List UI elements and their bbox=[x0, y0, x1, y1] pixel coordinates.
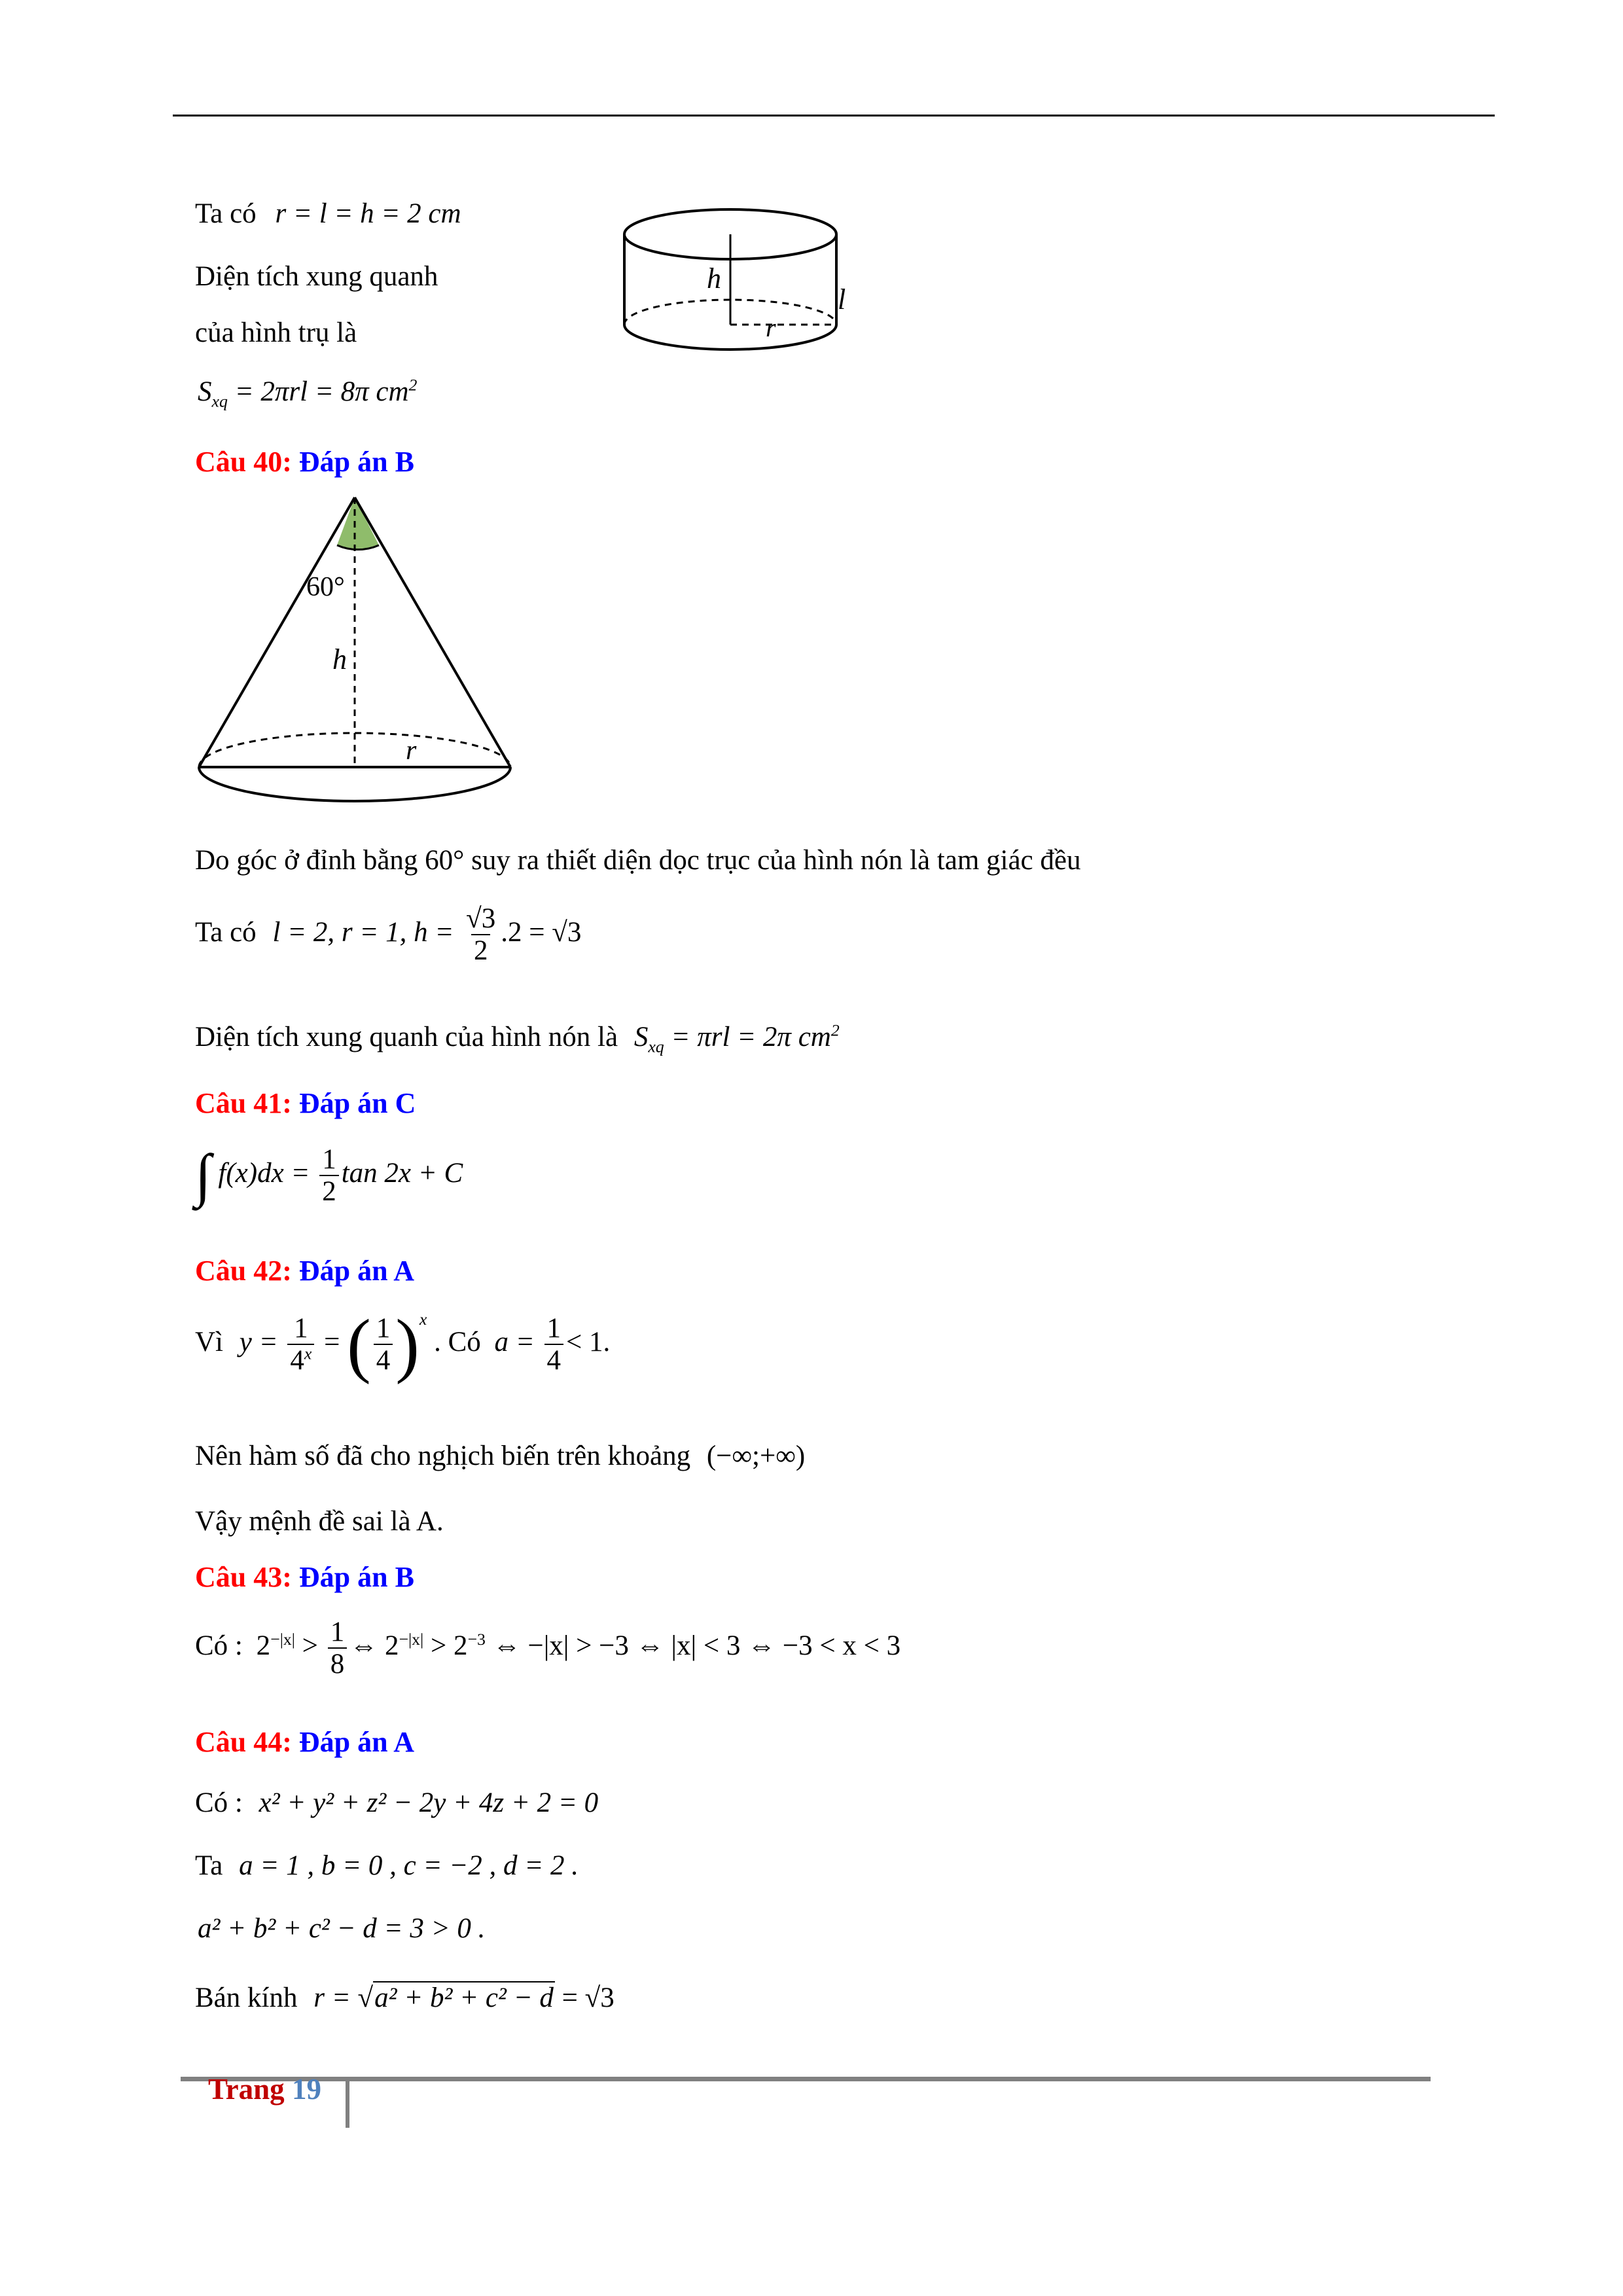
cyl-line3: của hình trụ là bbox=[195, 317, 357, 348]
q40-fraction: $\frac{√3}{2}$ bbox=[466, 903, 496, 967]
cyl-line1: Ta có r = l = h = 2 cm bbox=[195, 198, 461, 229]
cone-label-angle: 60° bbox=[306, 572, 345, 602]
cyl-line2: Diện tích xung quanh bbox=[195, 261, 438, 292]
q43-fraction: $\frac{1}{8}$ bbox=[328, 1617, 348, 1680]
page-footer: Trang 19 bbox=[208, 2073, 321, 2106]
q40-line2: Ta có l = 2, r = 1, h = $\frac{√3}{2}$ .2 = √3 bbox=[195, 903, 582, 967]
header-rule bbox=[173, 115, 1495, 117]
q44-heading: Câu 44: Đáp án A bbox=[195, 1726, 414, 1758]
cone-label-r: r bbox=[406, 736, 417, 766]
footer-rule bbox=[181, 2077, 1431, 2081]
cyl-label-l: l bbox=[838, 283, 846, 315]
q42-line3: Vậy mệnh đề sai là A. bbox=[195, 1506, 444, 1537]
q42-line1: Vì y = $\frac{1}{4^x}$ = ( $\frac{1}{4}$ )$^x$ . Có a = $\frac{1}{4}$ < 1. bbox=[195, 1304, 611, 1385]
q43-formula: Có : $2^{-|x|}$ > $\frac{1}{8}$ ⇔ $2^{-|x|} > 2^{-3}$ ⇔ −|x| > −3 ⇔ |x| < 3 ⇔ −3 < x < 3 bbox=[195, 1617, 901, 1680]
q41-formula: ∫ f(x)dx = $\frac{1}{2}$ tan 2x + C bbox=[195, 1143, 463, 1208]
q41-fraction: $\frac{1}{2}$ bbox=[319, 1144, 339, 1208]
cone-label-h: h bbox=[332, 643, 347, 675]
footer-divider bbox=[346, 2077, 349, 2128]
q43-heading: Câu 43: Đáp án B bbox=[195, 1561, 414, 1593]
q42-fraction-2: $\frac{1}{4}$ bbox=[374, 1313, 393, 1376]
q41-heading: Câu 41: Đáp án C bbox=[195, 1087, 416, 1119]
cyl-line4: $S_{xq} = 2\pi rl = 8\pi$ $cm^2$ bbox=[198, 375, 418, 411]
q40-heading: Câu 40: Đáp án B bbox=[195, 446, 414, 478]
q40-line1: Do góc ở đỉnh bằng 60° suy ra thiết diện dọc trục của hình nón là tam giác đều bbox=[195, 845, 1081, 876]
cyl-label-r: r bbox=[766, 313, 776, 342]
q44-line4: Bán kính r = √a² + b² + c² − d = √3 bbox=[195, 1982, 615, 2013]
cyl-label-h: h bbox=[707, 262, 721, 295]
cone-figure bbox=[190, 497, 530, 825]
q44-line3: a² + b² + c² − d = 3 > 0 . bbox=[198, 1913, 486, 1944]
q44-line1: Có : x² + y² + z² − 2y + 4z + 2 = 0 bbox=[195, 1787, 599, 1818]
q42-line2: Nên hàm số đã cho nghịch biến trên khoảng (−∞;+∞) bbox=[195, 1441, 806, 1471]
q42-heading: Câu 42: Đáp án A bbox=[195, 1255, 414, 1287]
cylinder-figure bbox=[622, 196, 844, 367]
q42-fraction-3: $\frac{1}{4}$ bbox=[544, 1313, 564, 1376]
q44-line2: Ta a = 1 , b = 0 , c = −2 , d = 2 . bbox=[195, 1850, 579, 1881]
q40-line3: Diện tích xung quanh của hình nón là $S_{xq} = \pi rl = 2\pi$ $cm^2$ bbox=[195, 1020, 840, 1056]
q42-fraction-1: $\frac{1}{4^x}$ bbox=[287, 1313, 314, 1376]
